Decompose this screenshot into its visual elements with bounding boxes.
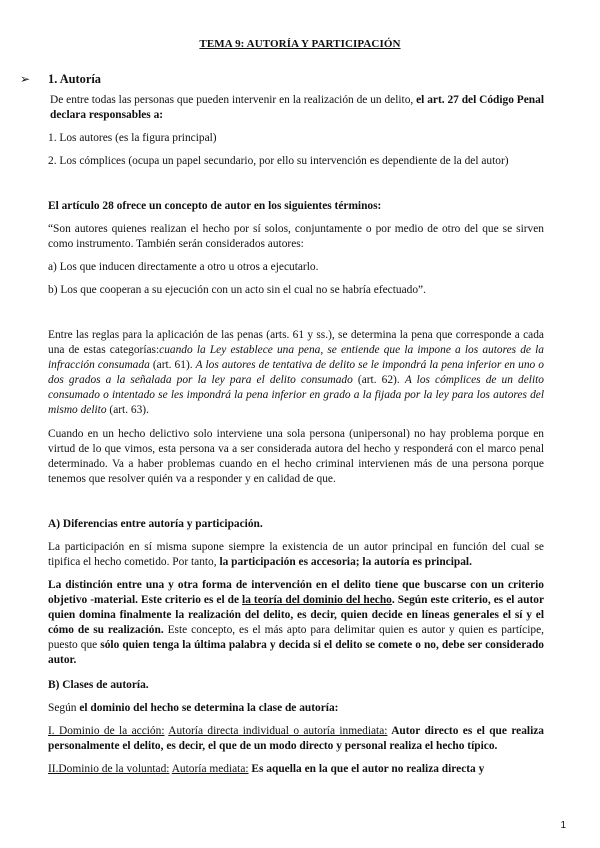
autor-directo-definition: Autor directo es el que realiza personalmente el delito, es decir, el que de un modo directo y personal realiza el hecho típico. [48, 725, 545, 752]
section-b-heading: B) Clases de autoría. [48, 679, 149, 691]
section-a-bold-4: sólo quien tenga la última palabra y decida si el delito se comete o no, debe ser considerado autor. [48, 639, 544, 666]
penas-text-3: (art. 62). [352, 374, 405, 386]
section-a-bold-3: . Según este criterio, es el autor quien domina finalmente la realización del delito, es decir, quien decide en líneas generales el sí y el cómo de su realización. [48, 594, 545, 636]
autoria-mediata-label: Autoría mediata: [171, 763, 249, 775]
section-heading-text: 1. Autoría [48, 72, 102, 86]
section-b-intro [48, 701, 544, 716]
dominio-accion-label: I. Dominio de la acción: [48, 725, 165, 737]
penas-italic-3: A los cómplices de un delito consumado o intentado se les impondrá la pena inferior en grado a la fijada por la ley para los autores del mismo delito [48, 374, 544, 416]
section-a-heading: A) Diferencias entre autoría y participación. [48, 518, 263, 530]
section-a-bold-1: la participación es accesoria; la autoría es principal. [219, 556, 472, 568]
document-body [20, 72, 545, 777]
section-a-bold-2: La distinción entre una y otra forma de intervención en el delito tiene que buscarse con un criterio objetivo -material. Este criterio es el de [48, 579, 544, 606]
penas-text-2: (art. 61). [149, 359, 196, 371]
autoria-directa-label: Autoría directa individual o autoría inmediata: [168, 725, 388, 737]
art28-item-a: a) Los que inducen directamente a otro u otros a ejecutarlo. [48, 261, 319, 273]
unipersonal-paragraph: Cuando en un hecho delictivo solo interviene una sola persona (unipersonal) no hay problema porque en virtud de lo que vimos, esta persona va a ser considerada autora del hecho y responderá con el marco penal determinado. Va a haber problemas cuando en el hecho criminal intervienen más de una persona porque tenemos que resolver quién va a responder y en calidad de que. [48, 428, 544, 485]
page-number: 1 [560, 820, 566, 831]
intro-bold: el art. 27 del Código Penal declara responsables a: [50, 94, 544, 121]
dominio-accion-paragraph [48, 724, 544, 754]
list-item-autores: 1. Los autores (es la figura principal) [48, 132, 217, 144]
penas-text-4: (art. 63). [106, 404, 149, 416]
section-a-paragraph-2 [48, 578, 544, 668]
penas-text-1: Entre las reglas para la aplicación de las penas (arts. 61 y ss.), se determina la pena que corresponde a cada una de estas categorías: [48, 329, 544, 356]
section-a-paragraph-1 [48, 540, 544, 570]
art28-quote: “Son autores quienes realizan el hecho por sí solos, conjuntamente o por medio de otro del que se sirven como instrumento. También serán considerados autores: [48, 223, 544, 250]
section-b-intro-text: Según [48, 702, 80, 714]
penas-italic-1: cuando la Ley establece una pena, se entiende que la impone a los autores de la infracción consumada [48, 344, 544, 371]
intro-text: De entre todas las personas que pueden intervenir en la realización de un delito, [50, 94, 417, 106]
page-title: TEMA 9: AUTORÍA Y PARTICIPACIÓN [199, 38, 401, 50]
section-a-text-2: Este concepto, es el más apto para delimitar quien es autor y quien es partícipe, puesto que [48, 624, 544, 651]
section-a-text-1: La participación en sí misma supone siempre la existencia de un autor principal en función del cual se tipifica el hecho cometido. Por tanto, [48, 541, 544, 568]
art28-heading: El artículo 28 ofrece un concepto de autor en los siguientes términos: [48, 200, 382, 212]
dominio-del-hecho-underline: la teoría del dominio del hecho [242, 594, 392, 606]
section-heading-autoria [20, 72, 544, 87]
art28-item-b: b) Los que cooperan a su ejecución con un acto sin el cual no se habría efectuado”. [48, 284, 426, 296]
penas-italic-2: A los autores de tentativa de delito se le impondrá la pena inferior en uno o dos grados a la señalada por la ley para el delito consumado [48, 359, 545, 386]
section-b-intro-bold: el dominio del hecho se determina la clase de autoría: [79, 702, 339, 714]
autoria-mediata-definition: Es aquella en la que el autor no realiza directa y [248, 763, 485, 775]
arrow-bullet-icon: ➢ [20, 72, 31, 86]
penas-paragraph [48, 328, 544, 418]
intro-paragraph [48, 93, 544, 123]
dominio-voluntad-label: II.Dominio de la voluntad: [48, 763, 170, 775]
list-item-complices: 2. Los cómplices (ocupa un papel secundario, por ello su intervención es dependiente de la del autor) [48, 155, 509, 167]
dominio-voluntad-paragraph [48, 762, 544, 777]
